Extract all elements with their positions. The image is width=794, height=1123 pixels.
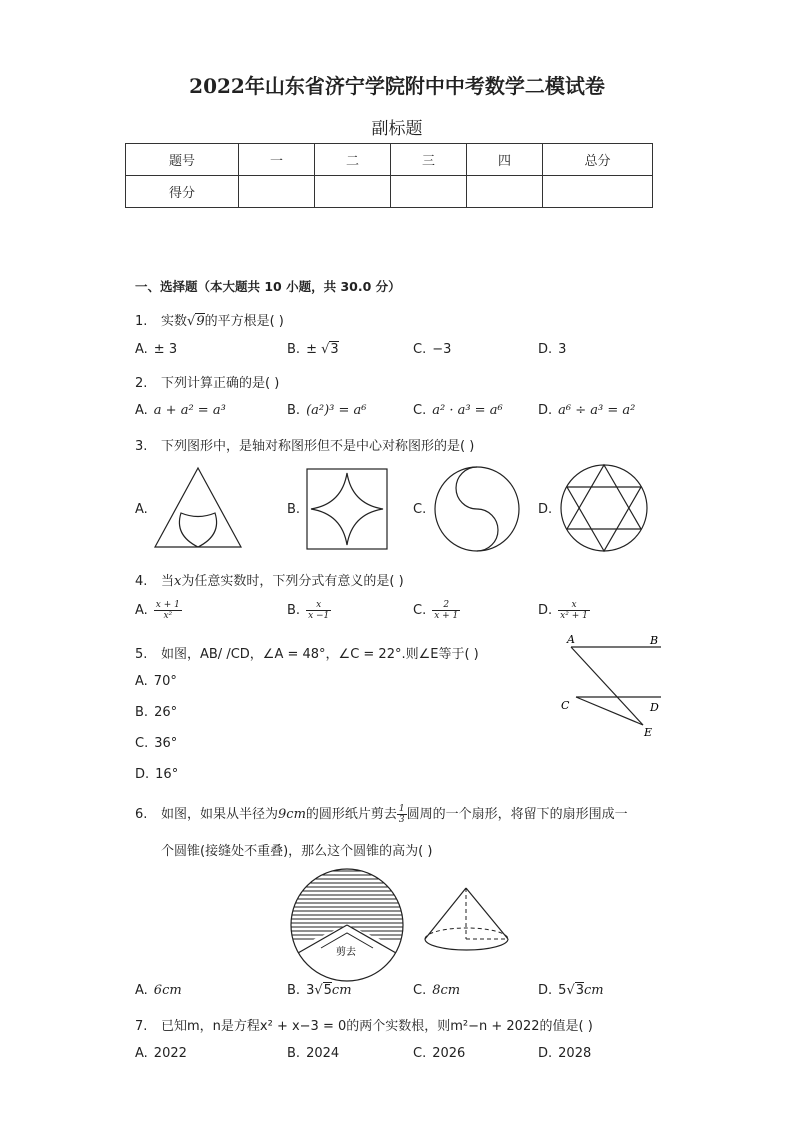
option-label: A. — [135, 502, 148, 517]
fraction: $\frac{x + 1}{\text{x²}}$ — [155, 600, 180, 621]
option-text: ± — [306, 342, 322, 357]
option-label: C. — [413, 1046, 427, 1061]
question-number: 6. — [135, 807, 148, 822]
exam-title: 2022年山东省济宁学院附中中考数学二模试卷 — [189, 74, 605, 98]
option-label: C. — [413, 403, 427, 418]
option-text: a² · a³ = a⁶ — [432, 403, 503, 418]
option-label: C. — [413, 342, 427, 357]
option-a[interactable] — [135, 674, 177, 689]
point-label-c: C — [561, 699, 570, 712]
option-c[interactable] — [413, 983, 460, 998]
option-label: A. — [135, 342, 148, 357]
fraction: $\frac{2}{x + 1}$ — [434, 600, 459, 621]
option-c[interactable] — [413, 342, 451, 357]
figure-3c-yin-yang — [432, 464, 522, 554]
option-a[interactable] — [135, 1046, 187, 1061]
option-label: B. — [287, 603, 301, 618]
option-text: 16° — [155, 767, 179, 782]
score-header-cell: 题号 — [126, 144, 239, 176]
option-d[interactable]: D. 5√3cm — [538, 983, 604, 998]
option-c[interactable] — [135, 736, 177, 751]
figure-3b-star-square — [305, 467, 389, 551]
score-header-cell: 三 — [391, 144, 467, 176]
option-d[interactable] — [538, 502, 552, 517]
option-text: 70° — [153, 674, 177, 689]
option-c[interactable] — [413, 502, 426, 517]
question-number: 2. — [135, 376, 148, 391]
option-label: B. — [287, 983, 301, 998]
question-text: 当 — [161, 574, 175, 589]
option-label: B. — [287, 502, 301, 517]
option-a[interactable] — [135, 600, 182, 621]
option-a[interactable] — [135, 342, 177, 357]
figure-6-cone — [420, 884, 514, 956]
question-5 — [135, 643, 479, 662]
option-label: C. — [135, 736, 149, 751]
score-cell — [315, 176, 391, 208]
radicand: 9 — [196, 314, 205, 329]
option-label: B. — [287, 1046, 301, 1061]
fraction: $\frac{x}{x -1}$ — [308, 600, 330, 621]
option-text: 36° — [154, 736, 178, 751]
option-c[interactable] — [413, 403, 503, 418]
option-label: C. — [413, 502, 427, 517]
option-text: a⁶ ÷ a³ = a² — [558, 403, 636, 418]
option-text: 26° — [154, 705, 178, 720]
score-cell — [239, 176, 315, 208]
option-text: 2024 — [306, 1046, 340, 1061]
question-number: 4. — [135, 574, 148, 589]
option-d[interactable] — [538, 600, 590, 621]
question-1: 1. 实数√9的平方根是( ) — [135, 314, 284, 329]
question-text: 实数 — [161, 314, 188, 329]
score-row-label: 得分 — [126, 176, 239, 208]
question-text: 如图，如果从半径为 — [161, 807, 279, 822]
option-d[interactable] — [538, 342, 566, 357]
option-text: ± 3 — [153, 342, 178, 357]
option-a[interactable] — [135, 983, 182, 998]
option-label: D. — [538, 603, 553, 618]
option-b[interactable] — [287, 1046, 339, 1061]
option-a[interactable] — [135, 403, 226, 418]
option-text: 8cm — [432, 983, 461, 998]
option-c[interactable] — [413, 600, 460, 621]
question-text: 如图，AB/ /CD，∠A = 48°，∠C = 22°.则∠E等于( ) — [161, 647, 479, 662]
question-text: 下列计算正确的是( ) — [161, 376, 280, 391]
score-table — [125, 143, 653, 208]
option-label: C. — [413, 983, 427, 998]
radicand: 3 — [330, 342, 339, 357]
option-label: A. — [135, 674, 148, 689]
option-text: (a²)³ = a⁶ — [306, 403, 367, 418]
figure-3d-hexagram — [558, 462, 650, 554]
option-d[interactable] — [538, 403, 635, 418]
fraction: $\frac{x}{\text{x² + 1}}$ — [560, 600, 588, 621]
score-header-cell: 四 — [467, 144, 543, 176]
option-label: A. — [135, 603, 148, 618]
question-4 — [135, 570, 404, 589]
question-2 — [135, 372, 279, 391]
section-heading: 一、选择题（本大题共 10 小题，共 30.0 分） — [135, 279, 401, 294]
figure-6-circle-sector — [284, 866, 410, 984]
option-b[interactable]: B. 3√5cm — [287, 983, 352, 998]
score-cell — [391, 176, 467, 208]
option-text: 6cm — [153, 983, 182, 998]
question-number: 1. — [135, 314, 148, 329]
option-label: D. — [135, 767, 150, 782]
option-label: D. — [538, 1046, 553, 1061]
option-c[interactable] — [413, 1046, 465, 1061]
question-number: 5. — [135, 647, 148, 662]
variable: x — [174, 574, 182, 589]
hatched-region — [284, 871, 410, 984]
option-text: a + a² = a³ — [153, 403, 226, 418]
option-text: 2028 — [558, 1046, 592, 1061]
question-6-line-2: 个圆锥(接缝处不重叠)，那么这个圆锥的高为( ) — [161, 844, 433, 859]
option-label: C. — [413, 603, 427, 618]
question-text: 的圆形纸片剪去 — [305, 807, 397, 822]
question-text: 下列图形中，是轴对称图形但不是中心对称图形的是( ) — [161, 439, 475, 454]
option-text: −3 — [432, 342, 452, 357]
option-label: B. — [287, 403, 301, 418]
option-d[interactable] — [538, 1046, 591, 1061]
option-label: B. — [287, 342, 301, 357]
option-label: D. — [538, 502, 553, 517]
score-header-cell: 二 — [315, 144, 391, 176]
option-label: D. — [538, 342, 553, 357]
option-b[interactable] — [135, 705, 177, 720]
option-b[interactable] — [287, 600, 331, 621]
figure-5-parallel-lines — [556, 630, 668, 742]
option-label: A. — [135, 403, 148, 418]
exam-subtitle: 副标题 — [371, 119, 423, 139]
option-b[interactable] — [287, 502, 300, 517]
option-text: 2022 — [153, 1046, 187, 1061]
question-number: 3. — [135, 439, 148, 454]
figure-3a-triangle — [150, 465, 246, 551]
point-label-d: D — [650, 701, 659, 714]
option-b[interactable] — [287, 403, 367, 418]
option-d[interactable] — [135, 767, 178, 782]
radius-value: 9cm — [278, 807, 306, 822]
option-a[interactable] — [135, 502, 148, 517]
fraction: $\frac{1}{3}$ — [398, 804, 405, 825]
question-6 — [135, 803, 628, 825]
score-header-cell: 一 — [239, 144, 315, 176]
point-label-a: A — [567, 633, 575, 646]
option-label: A. — [135, 1046, 148, 1061]
question-text: 圆周的一个扇形，将留下的扇形围成一 — [406, 807, 628, 822]
option-label: D. — [538, 403, 553, 418]
option-label: D. — [538, 983, 553, 998]
question-7 — [135, 1015, 593, 1034]
score-cell — [467, 176, 543, 208]
option-label: B. — [135, 705, 149, 720]
question-text: 已知m，n是方程x² + x−3 = 0的两个实数根，则m²−n + 2022的值是( ) — [161, 1019, 593, 1034]
point-label-e: E — [644, 726, 653, 739]
question-3 — [135, 435, 474, 454]
option-text: 2026 — [432, 1046, 466, 1061]
point-label-b: B — [650, 634, 659, 647]
option-label: A. — [135, 983, 148, 998]
option-b[interactable]: B. ± √3 — [287, 342, 339, 357]
question-text: 为任意实数时，下列分式有意义的是( ) — [181, 574, 404, 589]
score-header-cell: 总分 — [543, 144, 653, 176]
score-cell — [543, 176, 653, 208]
option-text: 3 — [558, 342, 567, 357]
cut-label: 剪去 — [336, 947, 356, 958]
question-number: 7. — [135, 1019, 148, 1034]
question-text: 的平方根是( ) — [204, 314, 284, 329]
